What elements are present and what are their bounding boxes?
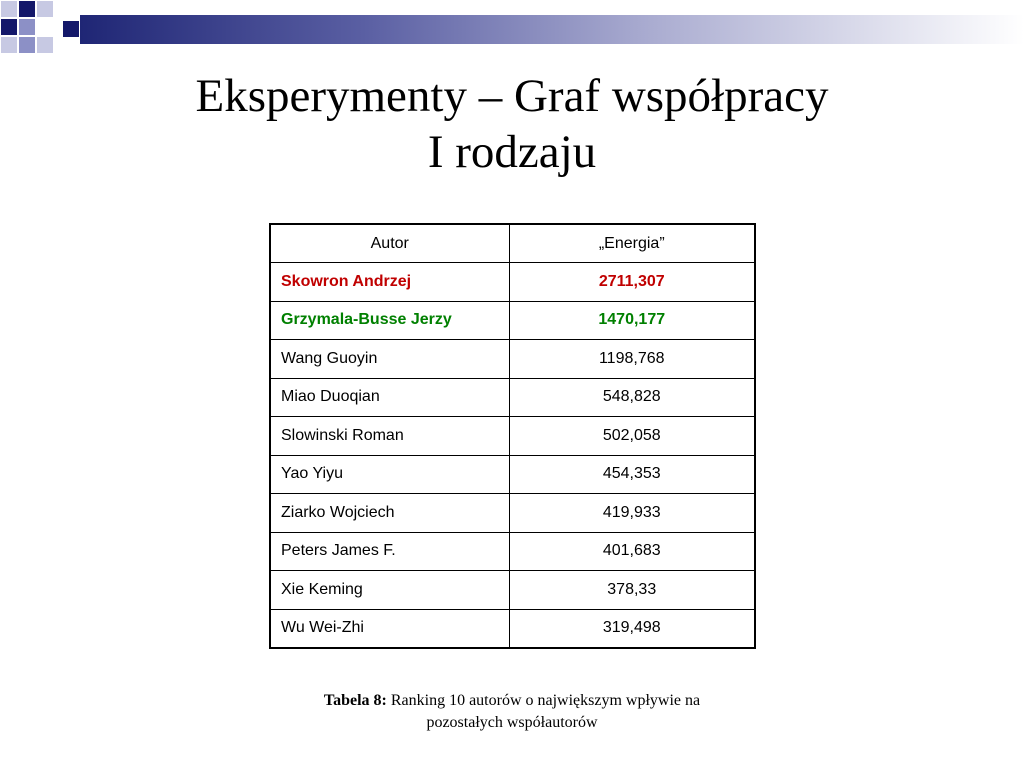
decor-square: [36, 0, 54, 18]
author-cell: Xie Keming: [270, 571, 509, 610]
slide-title: [0, 68, 1024, 180]
table-row: [270, 378, 755, 417]
decor-square: [18, 0, 36, 18]
author-cell: Peters James F.: [270, 532, 509, 571]
energy-cell: 378,33: [509, 571, 755, 610]
decor-square: [18, 36, 36, 54]
caption-text-1: Ranking 10 autorów o największym wpływie na: [386, 692, 701, 709]
decor-square: [0, 36, 18, 54]
table-row: [270, 571, 755, 610]
header-gradient-bar: [80, 15, 1024, 44]
decor-square: [36, 36, 54, 54]
title-line-2: I rodzaju: [427, 126, 597, 178]
energy-cell: 401,683: [509, 532, 755, 571]
decor-square: [18, 18, 36, 36]
author-cell: Wu Wei-Zhi: [270, 609, 509, 648]
caption-text-2: pozostałych współautorów: [426, 714, 598, 731]
author-cell: Ziarko Wojciech: [270, 494, 509, 533]
table-caption: [0, 690, 1024, 734]
table-row: [270, 263, 755, 302]
table-row: [270, 494, 755, 533]
energy-cell: 319,498: [509, 609, 755, 648]
table-row: [270, 532, 755, 571]
caption-label: Tabela 8:: [323, 692, 387, 709]
table-row: [270, 609, 755, 648]
column-header-energy: „Energia”: [509, 224, 755, 263]
author-cell: Skowron Andrzej: [270, 263, 509, 302]
energy-cell: 454,353: [509, 455, 755, 494]
caption-line-1: [0, 690, 1024, 712]
table-row: [270, 455, 755, 494]
author-cell: Wang Guoyin: [270, 340, 509, 379]
decor-square: [0, 18, 18, 36]
column-header-author: Autor: [270, 224, 509, 263]
energy-cell: 502,058: [509, 417, 755, 456]
author-cell: Yao Yiyu: [270, 455, 509, 494]
energy-cell: 419,933: [509, 494, 755, 533]
author-cell: Miao Duoqian: [270, 378, 509, 417]
table-row: [270, 417, 755, 456]
energy-cell: 1470,177: [509, 301, 755, 340]
table-row: [270, 340, 755, 379]
ranking-table: [269, 223, 756, 649]
title-line-1: Eksperymenty – Graf współpracy: [195, 70, 829, 122]
table-header-row: [270, 224, 755, 263]
author-cell: Grzymala-Busse Jerzy: [270, 301, 509, 340]
energy-cell: 2711,307: [509, 263, 755, 302]
decor-square: [62, 20, 80, 38]
author-cell: Slowinski Roman: [270, 417, 509, 456]
decor-square: [0, 0, 18, 18]
energy-cell: 1198,768: [509, 340, 755, 379]
table-row: [270, 301, 755, 340]
energy-cell: 548,828: [509, 378, 755, 417]
